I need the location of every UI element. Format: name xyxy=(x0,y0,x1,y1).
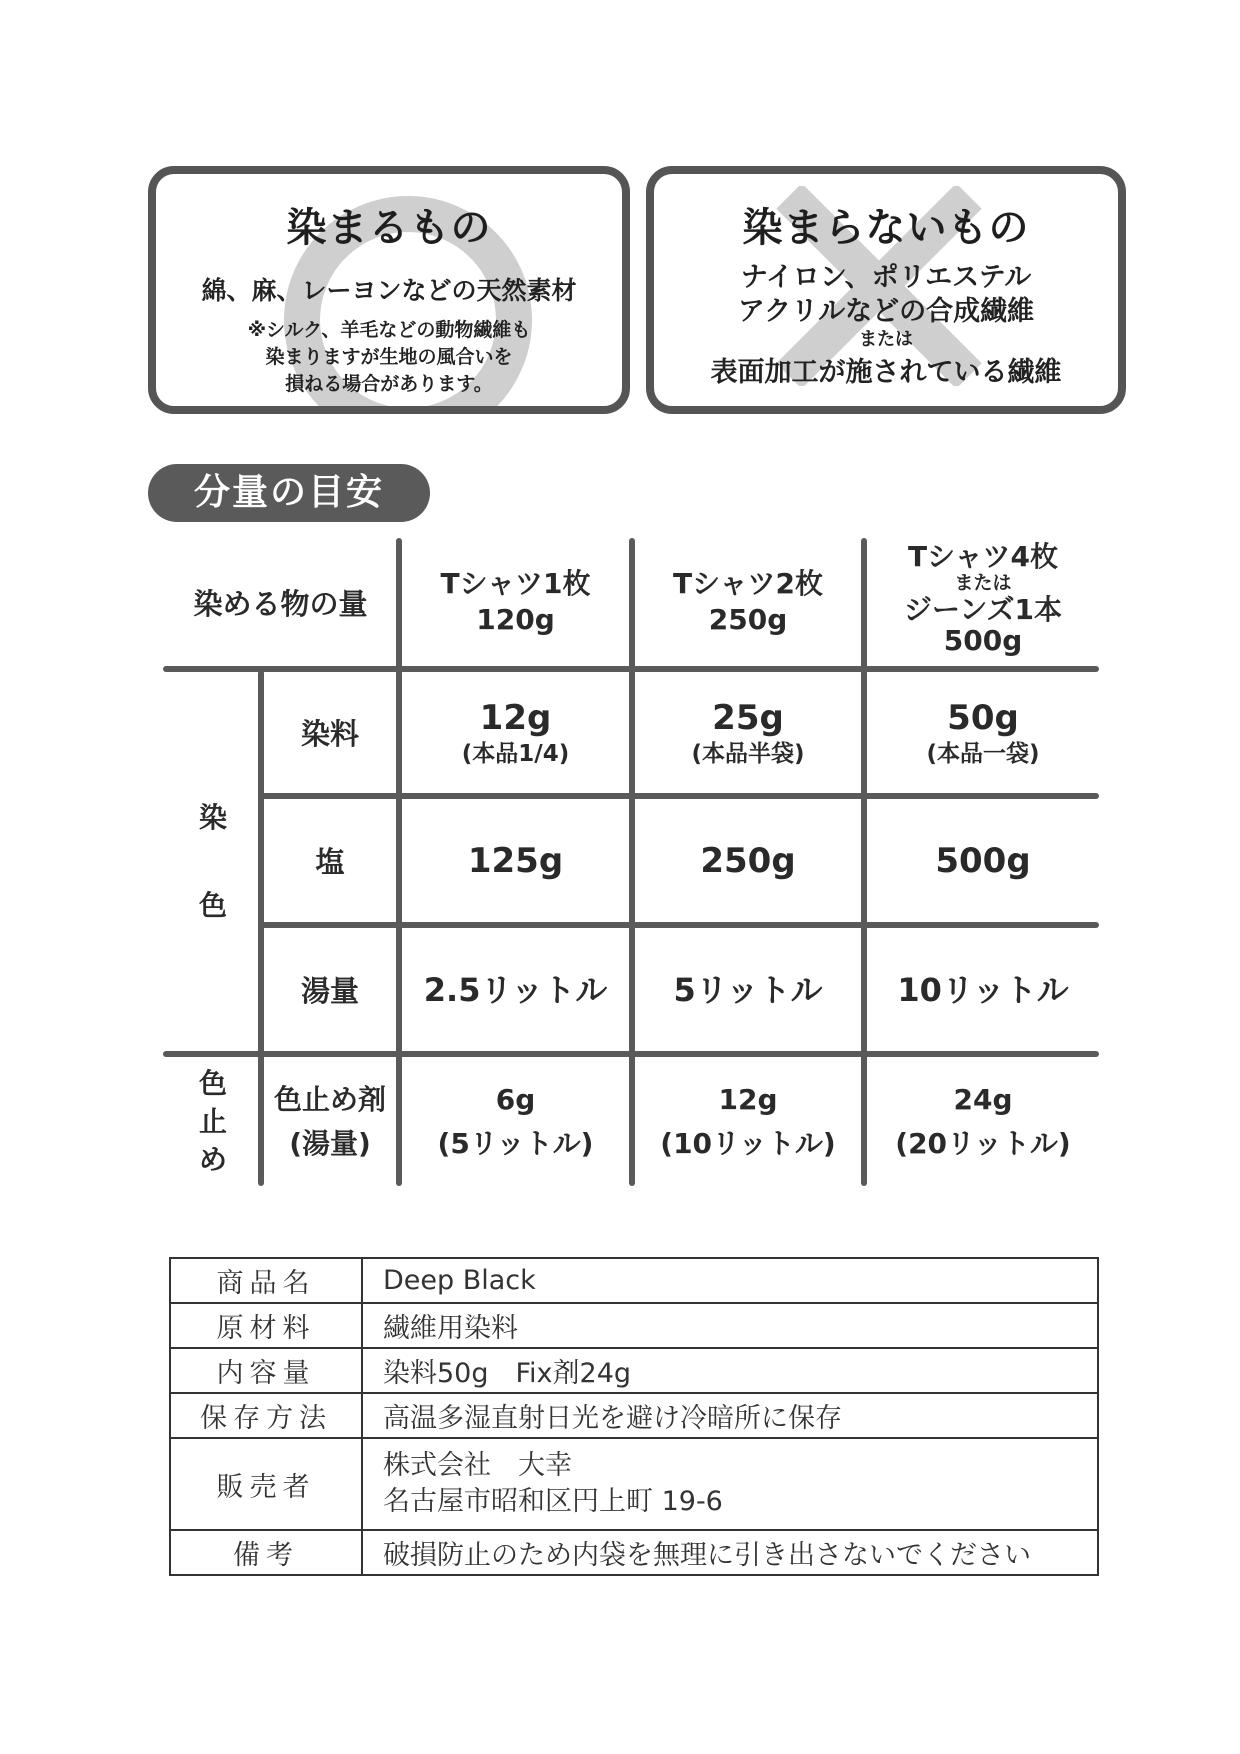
non-dyeable-title: 染まらないもの xyxy=(742,205,1030,251)
info-key: 商品名 xyxy=(170,1258,362,1303)
non-dyeable-line xyxy=(654,261,1118,329)
fixative-amount: 6g xyxy=(495,1082,536,1116)
column-header-weight: 250g xyxy=(708,603,788,636)
salt-cell: 500g xyxy=(935,840,1031,881)
row-label-dye: 染料 xyxy=(300,717,359,751)
info-value-line: 名古屋市昭和区円上町 19-6 xyxy=(383,1486,723,1517)
non-dyeable-or: または xyxy=(859,329,913,350)
info-key: 備考 xyxy=(170,1530,362,1575)
row-label-fixative xyxy=(264,1057,396,1186)
group-label-char: め xyxy=(198,1142,227,1176)
non-dyeable-box xyxy=(646,166,1126,414)
info-key: 保存方法 xyxy=(170,1393,362,1438)
info-value-line: 株式会社 大幸 xyxy=(383,1450,572,1481)
non-dyeable-line-1: ナイロン、ポリエステル xyxy=(740,262,1032,293)
fixative-amount: 24g xyxy=(953,1082,1013,1116)
dye-amount: 12g xyxy=(479,697,552,738)
info-key: 販売者 xyxy=(170,1438,362,1530)
dyeable-materials: 綿、麻、レーヨンなどの天然素材 xyxy=(201,276,577,305)
dye-cell xyxy=(635,672,861,793)
info-key: 内容量 xyxy=(170,1348,362,1393)
info-value: 染料50g Fix剤24g xyxy=(362,1348,1098,1393)
table-row xyxy=(170,1438,1098,1530)
row-label-water: 湯量 xyxy=(300,974,359,1008)
column-header-item: Tシャツ1枚 xyxy=(440,567,591,600)
column-header-weight: 120g xyxy=(476,603,555,636)
fixative-cell xyxy=(635,1057,861,1186)
column-header-2 xyxy=(635,538,861,666)
non-dyeable-line-2: アクリルなどの合成繊維 xyxy=(737,296,1035,327)
dyeable-note xyxy=(156,317,622,398)
row-label-salt: 塩 xyxy=(315,845,345,879)
info-value: Deep Black xyxy=(362,1258,1098,1303)
row-label-line: (湯量) xyxy=(289,1126,371,1160)
column-header-item: Tシャツ2枚 xyxy=(672,567,824,600)
fixative-cell xyxy=(402,1057,629,1186)
table-row xyxy=(170,1348,1098,1393)
dyeable-note-line: 損ねる場合があります。 xyxy=(285,373,493,395)
dye-portion: (本品一袋) xyxy=(926,740,1040,767)
info-value: 高温多湿直射日光を避け冷暗所に保存 xyxy=(362,1393,1098,1438)
column-header-3 xyxy=(867,530,1099,666)
info-value xyxy=(362,1438,1098,1530)
column-header-1 xyxy=(402,538,629,666)
row-label-line: 色止め剤 xyxy=(273,1082,386,1116)
dyeable-note-line: 染まりますが生地の風合いを xyxy=(265,346,513,368)
salt-cell: 250g xyxy=(700,840,796,881)
water-cell: 2.5リットル xyxy=(423,970,608,1009)
dye-portion: (本品半袋) xyxy=(691,740,805,767)
group-label-char: 色 xyxy=(198,1066,227,1100)
non-dyeable-line-3: 表面加工が施されている繊維 xyxy=(710,357,1062,388)
fixative-water: (20リットル) xyxy=(895,1126,1071,1160)
group-label-char: 止 xyxy=(198,1104,227,1138)
section-title-badge: 分量の目安 xyxy=(148,464,430,522)
group-label-char: 染 xyxy=(198,800,227,834)
product-info-table xyxy=(169,1257,1099,1576)
info-value: 繊維用染料 xyxy=(362,1303,1098,1348)
dye-portion: (本品1/4) xyxy=(461,740,570,767)
dye-cell xyxy=(402,672,629,793)
table-row xyxy=(170,1393,1098,1438)
fixative-water: (5リットル) xyxy=(437,1126,594,1160)
group-label-fix xyxy=(193,1057,233,1186)
dye-amount: 25g xyxy=(712,697,784,738)
dyeable-box xyxy=(148,166,630,414)
fixative-amount: 12g xyxy=(718,1082,778,1116)
dyeable-title: 染まるもの xyxy=(286,205,492,251)
info-value: 破損防止のため内袋を無理に引き出さないでください xyxy=(362,1530,1098,1575)
table-row xyxy=(170,1303,1098,1348)
dosage-corner-label: 染める物の量 xyxy=(193,586,368,621)
dye-amount: 50g xyxy=(947,697,1019,738)
column-header-item: Tシャツ4枚 xyxy=(907,539,1059,573)
group-label-dye xyxy=(193,672,233,1051)
dye-cell xyxy=(867,672,1099,793)
dyeable-note-line: ※シルク、羊毛などの動物繊維も xyxy=(247,319,531,341)
fixative-water: (10リットル) xyxy=(660,1126,836,1160)
table-row xyxy=(170,1530,1098,1575)
water-cell: 10リットル xyxy=(897,970,1069,1009)
info-key: 原材料 xyxy=(170,1303,362,1348)
column-header-item: ジーンズ1本 xyxy=(903,592,1063,626)
water-cell: 5リットル xyxy=(673,970,823,1009)
salt-cell: 125g xyxy=(467,840,564,881)
group-label-char: 色 xyxy=(198,888,227,922)
column-header-or: または xyxy=(954,571,1012,594)
column-header-weight: 500g xyxy=(943,623,1023,657)
fixative-cell xyxy=(867,1057,1099,1186)
table-row xyxy=(170,1258,1098,1303)
